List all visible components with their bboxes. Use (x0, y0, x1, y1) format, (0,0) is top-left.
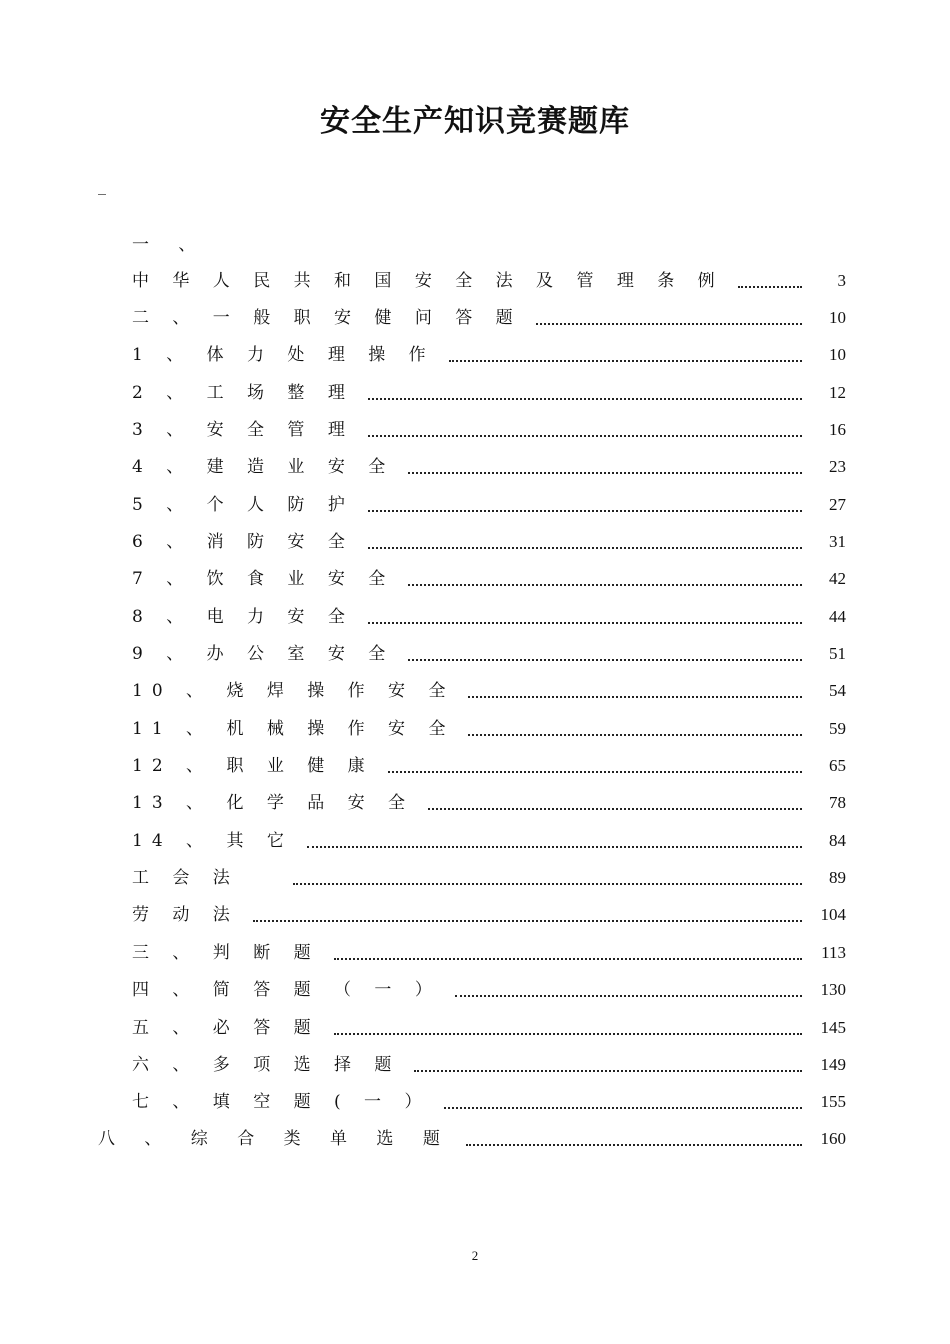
toc-entry[interactable] (132, 1011, 846, 1041)
toc-entry-label: 11 、 机 械 操 作 安 全 (132, 719, 455, 739)
toc-entry[interactable] (132, 338, 846, 368)
toc-leader-dots (388, 771, 802, 773)
toc-entry[interactable] (132, 376, 846, 406)
toc-entry-page: 44 (829, 607, 846, 626)
toc-leader-dots (428, 808, 802, 810)
toc-entry[interactable] (132, 786, 846, 816)
toc-entry[interactable] (132, 973, 846, 1003)
toc-entry[interactable] (98, 1122, 846, 1152)
toc-entry-page: 10 (829, 345, 846, 364)
toc-entry-label: 三 、 判 断 题 (132, 943, 320, 963)
toc-leader-dots (455, 995, 802, 997)
toc-leader-dots (449, 360, 802, 362)
toc-entry-label: 12 、 职 业 健 康 (132, 756, 374, 776)
toc-entry[interactable] (132, 861, 846, 891)
toc-entry-label: 3 、 安 全 管 理 (132, 420, 354, 440)
toc-entry-label: 劳 动 法 (132, 905, 239, 925)
toc-entry-label: 6 、 消 防 安 全 (132, 532, 354, 552)
toc-entry-page: 31 (829, 532, 846, 551)
toc-entry-label: 7 、 饮 食 业 安 全 (132, 569, 395, 589)
toc-leader-dots (408, 584, 802, 586)
toc-entry-label: 六 、 多 项 选 择 题 (132, 1055, 401, 1075)
toc-entry-label: 5 、 个 人 防 护 (132, 495, 354, 515)
toc-leader-dots (466, 1144, 802, 1146)
toc-entry-label: 四 、 简 答 题 （ 一 ） (132, 980, 441, 1000)
toc-leader-dots (444, 1107, 802, 1109)
toc-entry-page: 84 (829, 831, 846, 850)
toc-entry[interactable] (132, 898, 846, 928)
toc-entry[interactable] (132, 264, 846, 294)
toc-entry-page: 3 (837, 271, 846, 290)
toc-leader-dots (307, 846, 802, 848)
toc-leader-dots (368, 547, 802, 549)
dash-mark: _ (98, 176, 106, 195)
toc-entry-page: 10 (829, 308, 846, 327)
toc-entry-page: 155 (820, 1092, 846, 1111)
toc-entry-label: 14 、 其 它 (132, 831, 293, 851)
toc-entry-label: 七 、 填 空 题 ( 一 ） (132, 1092, 431, 1112)
toc-leader-dots (408, 472, 802, 474)
toc-leader-dots (536, 323, 802, 325)
toc-entry-label: 9 、 办 公 室 安 全 (132, 644, 395, 664)
toc-entry-page: 160 (820, 1129, 846, 1148)
toc-entry-page: 89 (829, 868, 846, 887)
toc-entry-label: 10 、 烧 焊 操 作 安 全 (132, 681, 455, 701)
toc-entry-label: 二 、 一 般 职 安 健 问 答 题 (132, 308, 522, 328)
toc-entry[interactable] (132, 450, 846, 480)
toc-entry-page: 12 (829, 383, 846, 402)
toc-entry-label: 8 、 电 力 安 全 (132, 607, 354, 627)
toc-entry-page: 130 (820, 980, 846, 999)
document-title: 安全生产知识竞赛题库 (320, 104, 630, 139)
toc-entry[interactable] (132, 413, 846, 443)
toc-entry[interactable] (132, 1048, 846, 1078)
toc-leader-dots (368, 622, 802, 624)
toc-entry-label: 工 会 法 (132, 868, 239, 888)
toc-leader-dots (368, 398, 802, 400)
toc-entry[interactable] (132, 749, 846, 779)
toc-entry-page: 16 (829, 420, 846, 439)
toc-entry-label: 2 、 工 场 整 理 (132, 383, 354, 403)
toc-section-one-heading: 一 、 (132, 235, 208, 255)
toc-leader-dots (468, 696, 802, 698)
toc-entry-page: 42 (829, 569, 846, 588)
toc-entry[interactable] (132, 525, 846, 555)
toc-entry[interactable] (132, 562, 846, 592)
toc-entry-label: 4 、 建 造 业 安 全 (132, 457, 395, 477)
toc-entry[interactable] (132, 1085, 846, 1115)
toc-entry-page: 54 (829, 681, 846, 700)
toc-entry-label: 1 、 体 力 处 理 操 作 (132, 345, 435, 365)
toc-entry[interactable] (132, 637, 846, 667)
toc-entry[interactable] (132, 712, 846, 742)
toc-entry[interactable] (132, 936, 846, 966)
toc-leader-dots (408, 659, 802, 661)
toc-leader-dots (293, 883, 802, 885)
toc-entry-label: 八 、 综 合 类 单 选 题 (98, 1129, 452, 1149)
toc-entry-page: 149 (820, 1055, 846, 1074)
toc-entry[interactable] (132, 600, 846, 630)
toc-entry-label: 中 华 人 民 共 和 国 安 全 法 及 管 理 条 例 (132, 271, 724, 291)
toc-entry[interactable] (132, 488, 846, 518)
toc-entry-label: 五 、 必 答 题 (132, 1018, 320, 1038)
toc-entry-page: 27 (829, 495, 846, 514)
toc-entry[interactable] (132, 824, 846, 854)
toc-entry-label: 13 、 化 学 品 安 全 (132, 793, 415, 813)
toc-entry-page: 23 (829, 457, 846, 476)
toc-leader-dots (368, 435, 802, 437)
page-number: 2 (471, 1248, 479, 1263)
toc-entry-page: 145 (820, 1018, 846, 1037)
toc-entry[interactable] (132, 674, 846, 704)
toc-leader-dots (334, 958, 802, 960)
toc-entry[interactable] (132, 301, 846, 331)
toc-entry-page: 104 (820, 905, 846, 924)
toc-leader-dots (738, 286, 802, 288)
toc-entry-page: 65 (829, 756, 846, 775)
toc-leader-dots (253, 920, 802, 922)
toc-entry-page: 113 (821, 943, 846, 962)
toc-entry-page: 51 (829, 644, 846, 663)
toc-entry-page: 59 (829, 719, 846, 738)
toc-leader-dots (414, 1070, 802, 1072)
toc-leader-dots (334, 1033, 802, 1035)
toc-entry-page: 78 (829, 793, 846, 812)
toc-leader-dots (468, 734, 802, 736)
toc-leader-dots (368, 510, 802, 512)
